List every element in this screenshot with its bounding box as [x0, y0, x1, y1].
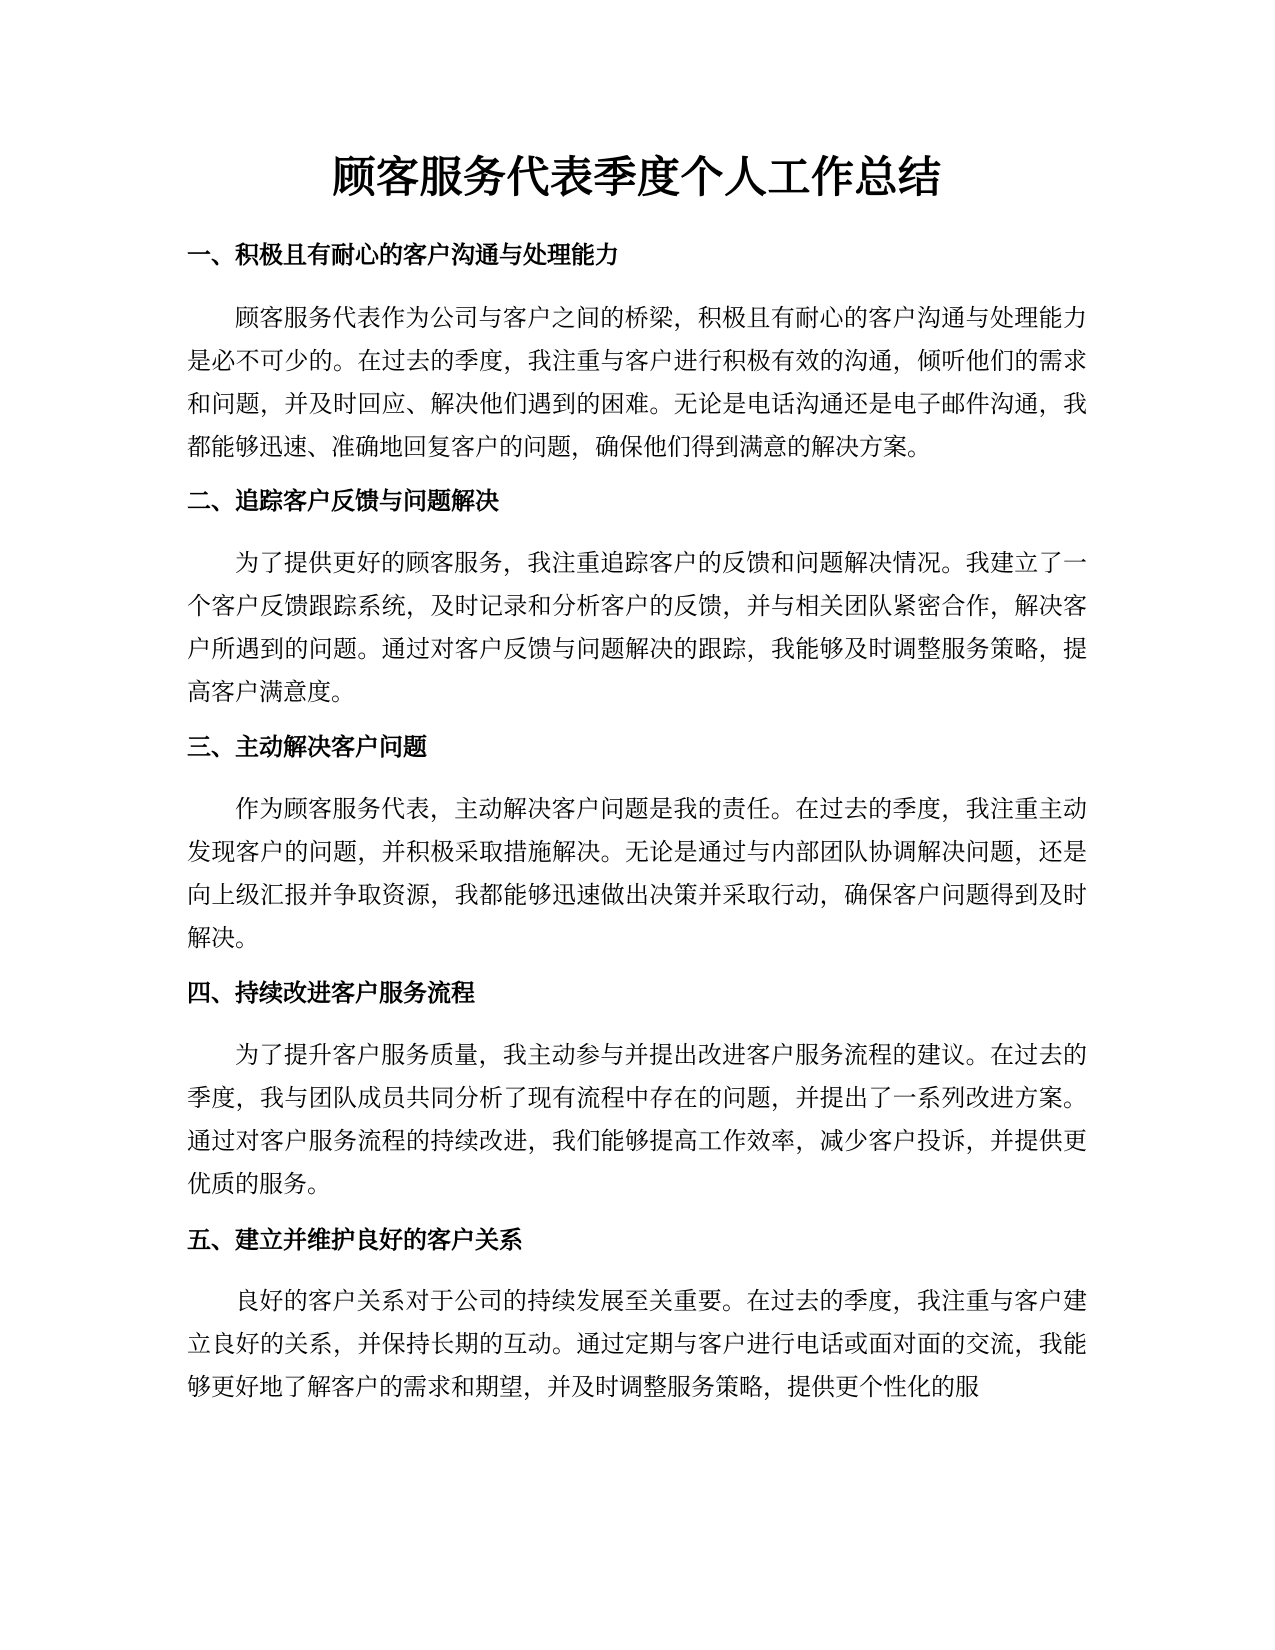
- section-body-2: 为了提供更好的顾客服务，我注重追踪客户的反馈和问题解决情况。我建立了一个客户反馈跟踪系统，及时记录和分析客户的反馈，并与相关团队紧密合作，解决客户所遇到的问题。通过对客户反馈与问题解决的跟踪，我能够及时调整服务策略，提高客户满意度。: [187, 549, 1087, 706]
- section-body-4: 为了提升客户服务质量，我主动参与并提出改进客户服务流程的建议。在过去的季度，我与团队成员共同分析了现有流程中存在的问题，并提出了一系列改进方案。通过对客户服务流程的持续改进，我们能够提高工作效率，减少客户投诉，并提供更优质的服务。: [187, 1041, 1087, 1198]
- document-title: 顾客服务代表季度个人工作总结: [332, 153, 942, 203]
- section-body-5: 良好的客户关系对于公司的持续发展至关重要。在过去的季度，我注重与客户建立良好的关系，并保持长期的互动。通过定期与客户进行电话或面对面的交流，我能够更好地了解客户的需求和期望，并及时调整服务策略，提供更个性化的服: [187, 1287, 1087, 1401]
- section-body-1: 顾客服务代表作为公司与客户之间的桥梁，积极且有耐心的客户沟通与处理能力是必不可少的。在过去的季度，我注重与客户进行积极有效的沟通，倾听他们的需求和问题，并及时回应、解决他们遇到的困难。无论是电话沟通还是电子邮件沟通，我都能够迅速、准确地回复客户的问题，确保他们得到满意的解决方案。: [187, 304, 1087, 461]
- section-heading-3: 三、主动解决客户问题: [187, 733, 427, 761]
- section-body-3: 作为顾客服务代表，主动解决客户问题是我的责任。在过去的季度，我注重主动发现客户的问题，并积极采取措施解决。无论是通过与内部团队协调解决问题，还是向上级汇报并争取资源，我都能够迅速做出决策并采取行动，确保客户问题得到及时解决。: [187, 795, 1087, 952]
- section-heading-4: 四、持续改进客户服务流程: [187, 979, 475, 1007]
- section-heading-1: 一、积极且有耐心的客户沟通与处理能力: [187, 241, 619, 269]
- section-heading-5: 五、建立并维护良好的客户关系: [187, 1226, 523, 1254]
- section-heading-2: 二、追踪客户反馈与问题解决: [187, 487, 499, 515]
